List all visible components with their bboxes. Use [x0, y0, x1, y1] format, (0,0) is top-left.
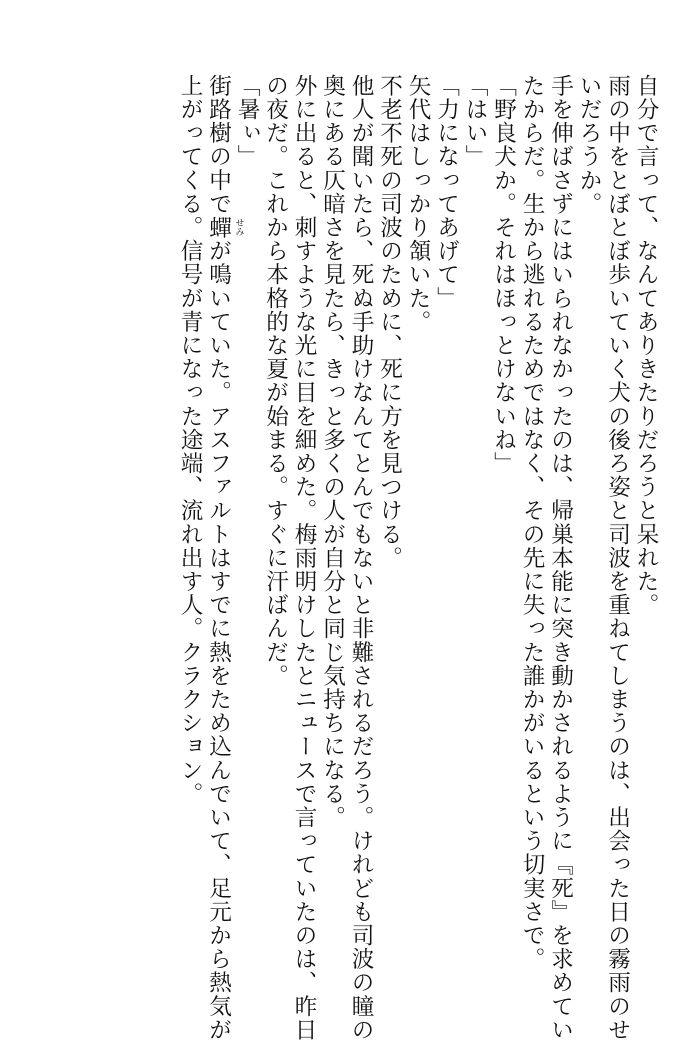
text-line-13: 外に出ると、刺すような光に目を細めた。梅雨明けしたとニュースで言っていたのは、昨日 — [291, 74, 317, 1042]
ruby-reading: せみ — [233, 218, 244, 237]
text-line-16 — [204, 74, 244, 1042]
text-line-11: 他人が聞いたら、死ぬ手助けなんてとんでもないと非難されるだろう。けれども司波の瞳の — [348, 74, 374, 1042]
text-line-17: 上がってくる。信号が青になった途端、流れ出す人。クラクション。 — [177, 74, 203, 806]
text-line-9: 矢代はしっかり頷いた。 — [405, 74, 431, 334]
text-line-8: 「力になってあげて」 — [433, 74, 460, 310]
text-line-7: 「はい」 — [462, 74, 488, 169]
text-line-3: いだろうか。 — [576, 74, 602, 216]
text-line-10: 不老不死の司波のために、死に方を見つける。 — [376, 74, 403, 570]
text-line-15: 「暑ぃ」 — [234, 74, 260, 169]
text-line-16-end: が鳴いていた。アスファルトはすでに熱をため込んでいて、足元から熱気が — [205, 239, 232, 1042]
vertical-text-block — [176, 74, 661, 1042]
text-line-1: 自分で言って、なんてありきたりだろうと呆れた。 — [633, 74, 659, 617]
text-line-16-start: 街路樹の中で — [205, 74, 232, 216]
text-line-14: の夜だ。これから本格的な夏が始まる。すぐに汗ばんだ。 — [262, 74, 289, 688]
text-line-4: 手を伸ばさずにはいられなかったのは、帰巣本能に突き動かされるように『死』を求めてい — [547, 74, 574, 1042]
text-line-6: 「野良犬か。それはほっとけないね」 — [490, 74, 517, 476]
text-line-5: たからだ。生から逃れるためではなく、その先に失った誰かがいるという切実さで。 — [519, 74, 545, 971]
text-line-12: 奥にある仄暗さを見たら、きっと多くの人が自分と同じ気持ちになる。 — [319, 74, 346, 830]
text-line-2: 雨の中をとぼとぼ歩いていく犬の後ろ姿と司波を重ねてしまうのは、出会った日の霧雨のせ — [604, 74, 631, 1042]
ruby-word — [204, 215, 244, 240]
ruby-base: 蟬 — [205, 215, 232, 240]
